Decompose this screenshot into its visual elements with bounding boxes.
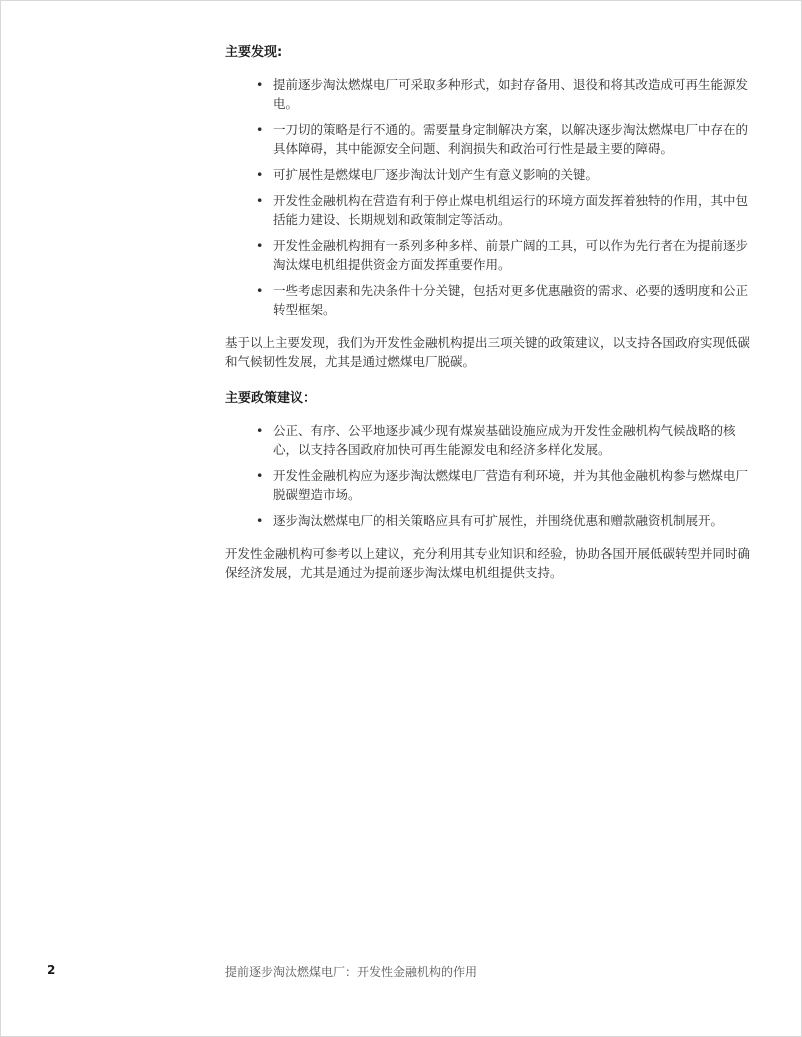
bullet-icon: • (256, 167, 264, 182)
list-item-text: 逐步淘汰燃煤电厂的相关策略应具有可扩展性，并围绕优惠和赠款融资机制展开。 (273, 513, 724, 528)
bullet-icon: • (256, 77, 264, 92)
list-item (225, 120, 757, 158)
findings-heading: 主要发现: (225, 45, 283, 60)
running-title: 提前逐步淘汰燃煤电厂：开发性金融机构的作用 (225, 965, 478, 979)
list-item-text: 开发性金融机构拥有一系列多种多样、前景广阔的工具，可以作为先行者在为提前逐步淘汰煤电机组提供资金方面发挥重要作用。 (273, 238, 749, 272)
list-item-text: 可扩展性是燃煤电厂逐步淘汰计划产生有意义影响的关键。 (273, 167, 599, 182)
list-item-text: 一些考虑因素和先决条件十分关键，包括对更多优惠融资的需求、必要的透明度和公正转型框架。 (273, 283, 749, 317)
bullet-icon: • (256, 423, 264, 438)
list-item (225, 191, 757, 229)
list-item (225, 75, 757, 113)
list-item-text: 开发性金融机构在营造有利于停止煤电机组运行的环境方面发挥着独特的作用，其中包括能力建设、长期规划和政策制定等活动。 (273, 193, 749, 227)
findings-list (225, 75, 757, 319)
list-item (225, 511, 757, 530)
page-number: 2 (47, 963, 56, 977)
list-item (225, 165, 757, 184)
bullet-icon: • (256, 193, 264, 208)
bullet-icon: • (256, 283, 264, 298)
list-item (225, 466, 757, 504)
list-item-text: 公正、有序、公平地逐步减少现有煤炭基础设施应成为开发性金融机构气候战略的核心，以支持各国政府加快可再生能源发电和经济多样化发展。 (273, 423, 736, 457)
bullet-icon: • (256, 238, 264, 253)
closing-paragraph: 开发性金融机构可参考以上建议，充分利用其专业知识和经验，协助各国开展低碳转型并同时确保经济发展，尤其是通过为提前逐步淘汰煤电机组提供支持。 (225, 546, 751, 580)
main-content (225, 43, 757, 600)
recommendations-heading: 主要政策建议： (225, 391, 317, 406)
bullet-icon: • (256, 468, 264, 483)
list-item-text: 开发性金融机构应为逐步淘汰燃煤电厂营造有利环境，并为其他金融机构参与燃煤电厂脱碳塑造市场。 (273, 468, 749, 502)
intro-paragraph: 基于以上主要发现，我们为开发性金融机构提出三项关键的政策建议，以支持各国政府实现低碳和气候韧性发展，尤其是通过燃煤电厂脱碳。 (225, 335, 751, 369)
recommendations-list (225, 421, 757, 530)
list-item-text: 提前逐步淘汰燃煤电厂可采取多种形式，如封存备用、退役和将其改造成可再生能源发电。 (273, 77, 749, 111)
list-item-text: 一刀切的策略是行不通的。需要量身定制解决方案，以解决逐步淘汰燃煤电厂中存在的具体障碍，其中能源安全问题、利润损失和政治可行性是最主要的障碍。 (273, 122, 749, 156)
list-item (225, 236, 757, 274)
bullet-icon: • (256, 513, 264, 528)
list-item (225, 281, 757, 319)
list-item (225, 421, 757, 459)
bullet-icon: • (256, 122, 264, 137)
